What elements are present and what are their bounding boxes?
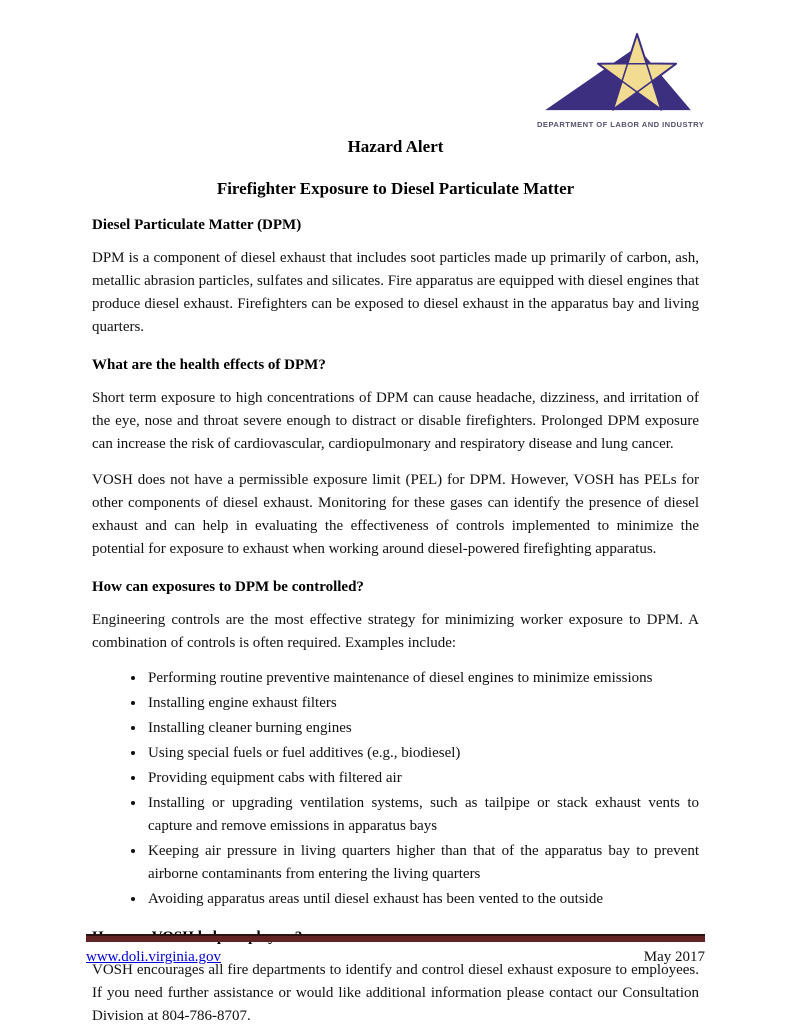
document-title: Hazard Alert [347, 137, 444, 156]
agency-logo [537, 30, 705, 129]
section-health-effects [92, 357, 699, 561]
logo-row [92, 0, 705, 129]
footer [86, 934, 705, 966]
list-item-avoid-areas: • Avoiding apparatus areas until diesel exhaust has been vented to the outside [146, 888, 699, 911]
list-item-exhaust-filters: • Installing engine exhaust filters [146, 692, 699, 715]
section-dpm [92, 217, 699, 339]
footer-row [86, 949, 705, 966]
section-heading-controls: How can exposures to DPM be controlled? [92, 579, 364, 595]
list-item-air-pressure: • Keeping air pressure in living quarters higher than that of the apparatus bay to prevent airborne contaminants from entering the living quarters [146, 840, 699, 886]
section-heading-dpm: Diesel Particulate Matter (DPM) [92, 217, 302, 233]
logo-caption: DEPARTMENT OF LABOR AND INDUSTRY [537, 120, 705, 129]
section-heading-health-effects: What are the health effects of DPM? [92, 357, 326, 373]
paragraph-health-pel: VOSH does not have a permissible exposure limit (PEL) for DPM. However, VOSH has PELs for other components of diesel exhaust. Monitoring for these gases can identify the presence of diesel exhaust and can help in evaluating the effectiveness of controls implemented to minimize the potential for exposure to exhaust when working around diesel-powered firefighting apparatus. [92, 472, 699, 557]
list-item-maintenance: • Performing routine preventive maintenance of diesel engines to minimize emissions [146, 667, 699, 690]
footer-link[interactable]: www.doli.virginia.gov [86, 949, 221, 965]
controls-list [92, 667, 699, 911]
paragraph-health-short-term: Short term exposure to high concentrations of DPM can cause headache, dizziness, and irritation of the eye, nose and throat severe enough to distract or disable firefighters. Prolonged DPM exposure can increase the risk of cardiovascular, cardiopulmonary and respiratory disease and lung cancer. [92, 390, 699, 452]
list-item-filtered-cabs: • Providing equipment cabs with filtered air [146, 767, 699, 790]
list-item-special-fuels: • Using special fuels or fuel additives (e.g., biodiesel) [146, 742, 699, 765]
section-controls [92, 579, 699, 911]
paragraph-controls-intro: Engineering controls are the most effective strategy for minimizing worker exposure to DPM. A combination of controls is often required. Examples include: [92, 612, 699, 651]
footer-date: May 2017 [643, 949, 705, 965]
paragraph-vosh-contact: VOSH encourages all fire departments to identify and control diesel exhaust exposure to employees. If you need further assistance or would like additional information please contact our Consultation Division at 804-786-8707. [92, 962, 699, 1024]
footer-rule [86, 934, 705, 942]
paragraph-dpm-definition: DPM is a component of diesel exhaust that includes soot particles made up primarily of carbon, ash, metallic abrasion particles, sulfates and silicates. Fire apparatus are equipped with diesel engines that produce diesel exhaust. Firefighters can be exposed to diesel exhaust in the apparatus bay and living quarters. [92, 250, 699, 335]
document-subtitle: Firefighter Exposure to Diesel Particulate Matter [216, 179, 575, 198]
list-item-ventilation: • Installing or upgrading ventilation systems, such as tailpipe or stack exhaust vents to capture and remove emissions in apparatus bays [146, 792, 699, 838]
mountain-star-icon [542, 30, 694, 118]
list-item-cleaner-engines: • Installing cleaner burning engines [146, 717, 699, 740]
